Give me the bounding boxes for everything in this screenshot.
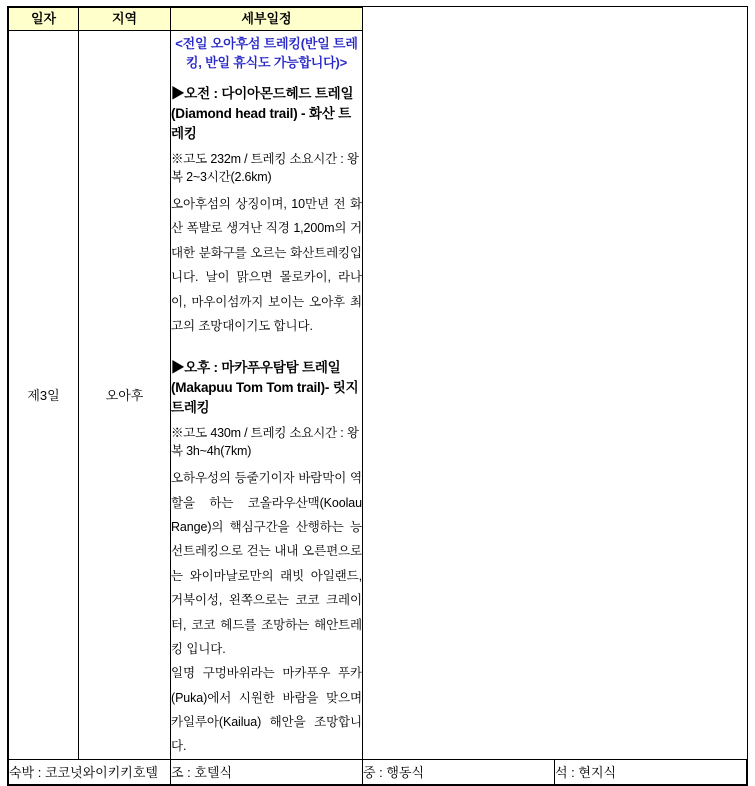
- table-header-row: [9, 8, 747, 31]
- itinerary-table: [8, 7, 747, 785]
- table-row: [9, 31, 747, 760]
- table-footer-row: [9, 759, 747, 784]
- afternoon-description-2: 일명 구멍바위라는 마카푸우 푸카(Puka)에서 시원한 바람을 맞으며 카일루아(Kailua) 해안을 조망합니다.: [171, 666, 362, 754]
- footer-dinner: 석 : 현지식: [555, 759, 747, 784]
- morning-description: 오아후섬의 상징이며, 10만년 전 화산 폭발로 생겨난 직경 1,200m의 거대한 분화구를 오르는 화산트레킹입니다. 날이 맑으면 몰로카이, 라나이, 마우이섬까지 보이는 오아후 최고의 조망대이기도 합니다.: [171, 197, 362, 333]
- cell-area-label: 오아후: [79, 31, 171, 760]
- morning-subinfo: ※고도 232m / 트레킹 소요시간 : 왕복 2~3시간(2.6km): [171, 152, 359, 184]
- cell-detail: [171, 31, 363, 760]
- itinerary-sheet: [7, 6, 748, 786]
- column-header-area: 지역: [79, 8, 171, 31]
- footer-lunch: 중 : 행동식: [363, 759, 555, 784]
- afternoon-description-1: 오하우성의 등줄기이자 바람막이 역할을 하는 코올라우산맥(Koolau Range)의 핵심구간을 산행하는 능선트레킹으로 걷는 내내 오른편으로는 와이마날로만의 래빗 아일랜드, 거북이성, 왼쪽으로는 코코 크레이터, 코코 헤드를 조망하는 해안트레킹 입니다.: [171, 471, 362, 656]
- column-header-date: 일자: [9, 8, 79, 31]
- section-spacer: [171, 338, 362, 356]
- afternoon-heading: ▶오후 : 마카푸우탐탐 트레일 (Makapuu Tom Tom trail)- 릿지 트레킹: [171, 360, 359, 416]
- footer-lodging: 숙박 : 코코넛와이키키호텔: [9, 759, 171, 784]
- detail-title: <전일 오아후섬 트레킹(반일 트레킹, 반일 휴식도 가능합니다)>: [175, 36, 358, 70]
- afternoon-subinfo: ※고도 430m / 트레킹 소요시간 : 왕복 3h~4h(7km): [171, 426, 359, 459]
- cell-day-label: 제3일: [9, 31, 79, 760]
- column-header-detail: 세부일정: [171, 8, 363, 31]
- morning-heading: ▶오전 : 다이아몬드헤드 트레일 (Diamond head trail) - 화산 트레킹: [171, 86, 354, 141]
- footer-breakfast: 조 : 호텔식: [171, 759, 363, 784]
